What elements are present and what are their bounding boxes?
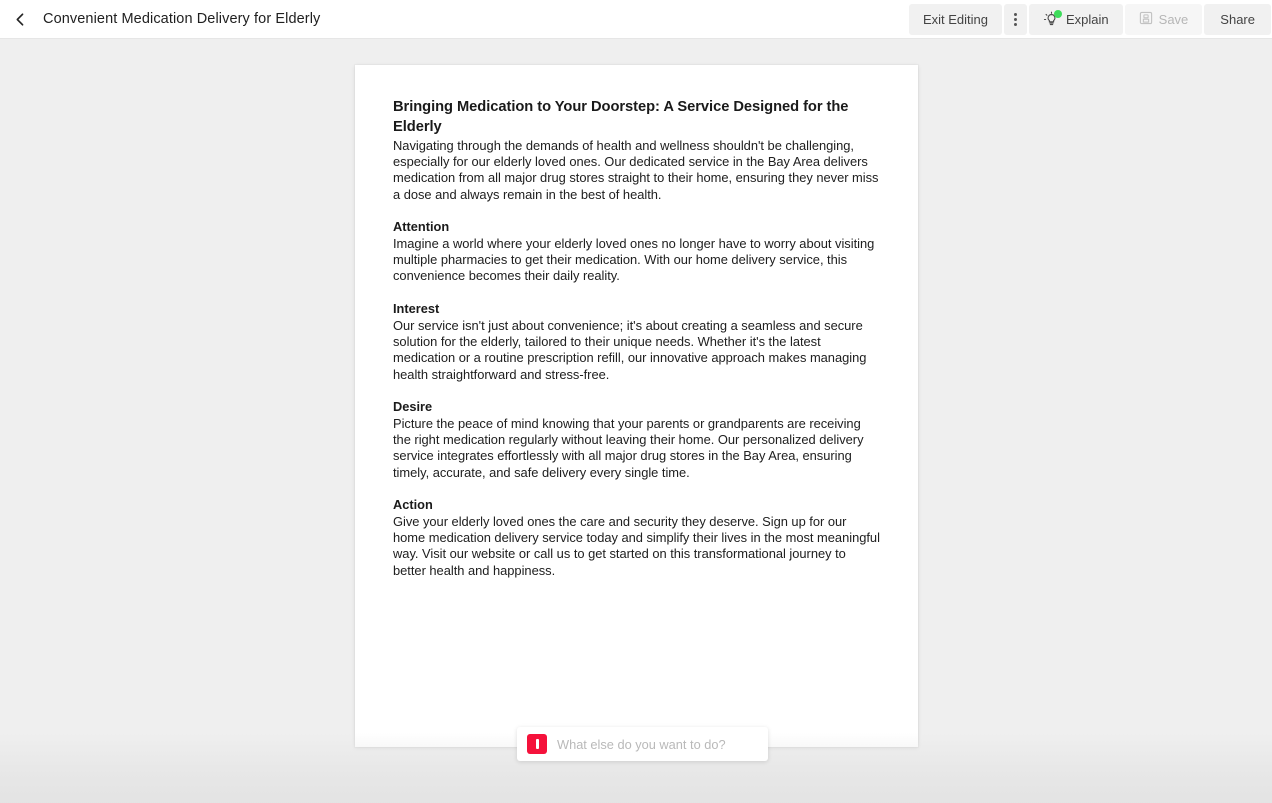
document-section-action [393,496,880,579]
document-section-interest [393,300,880,383]
floppy-disk-save-icon [1139,11,1153,28]
document-section-attention [393,218,880,285]
document-page[interactable] [355,65,918,747]
section-body: Imagine a world where your elderly loved ones no longer have to worry about visiting multiple pharmacies to get their medication. With our home delivery service, this convenience becomes their daily reality. [393,236,875,284]
toolbar-actions [908,0,1272,39]
save-button[interactable] [1125,4,1203,35]
explain-button-label: Explain [1066,11,1109,27]
ai-prompt-input[interactable] [557,737,758,752]
section-heading: Action [393,496,433,512]
lightbulb-icon [1043,11,1060,28]
section-heading: Interest [393,300,440,316]
explain-status-badge [1054,10,1062,18]
share-button[interactable]: Share [1204,4,1271,35]
ai-prompt-bar[interactable] [517,727,768,761]
exit-editing-button[interactable]: Exit Editing [909,4,1002,35]
back-button[interactable] [0,0,40,39]
document-canvas [0,40,1272,803]
document-section-desire [393,398,880,481]
top-toolbar [0,0,1272,39]
section-body: Our service isn't just about convenience; it's about creating a seamless and secure solution for the elderly, tailored to their unique needs. Whether it's the latest medication or a routine prescription refill, our innovative approach makes managing health straightforward and stress-free. [393,317,867,382]
chevron-left-icon [13,12,28,27]
document-body [355,65,918,579]
document-lead-paragraph: Navigating through the demands of health and wellness shouldn't be challenging, especially for our elderly loved ones. Our dedicated service in the Bay Area delivers medication from all major drug stores straight to their home, ensuring they never miss a dose and always remain in the best of health. [393,138,879,202]
kebab-menu-icon [1014,13,1017,26]
page-title: Convenient Medication Delivery for Elderly [43,11,321,27]
explain-button[interactable] [1029,4,1123,35]
section-heading: Desire [393,398,433,414]
section-heading: Attention [393,218,450,234]
more-options-button[interactable] [1004,4,1027,35]
section-body: Give your elderly loved ones the care and security they deserve. Sign up for our home medication delivery service today and simplify their lives in the most meaningful way. Visit our website or call us to get started on this transformational journey to better health and happiness. [393,513,880,578]
text-cursor-icon [527,734,547,754]
document-heading: Bringing Medication to Your Doorstep: A Service Designed for the Elderly [393,99,849,135]
section-body: Picture the peace of mind knowing that your parents or grandparents are receiving the right medication regularly without leaving their home. Our personalized delivery service integrates effortlessly with all major drug stores in the Bay Area, ensuring timely, accurate, and safe delivery every single time. [393,415,864,480]
save-button-label: Save [1158,11,1189,27]
